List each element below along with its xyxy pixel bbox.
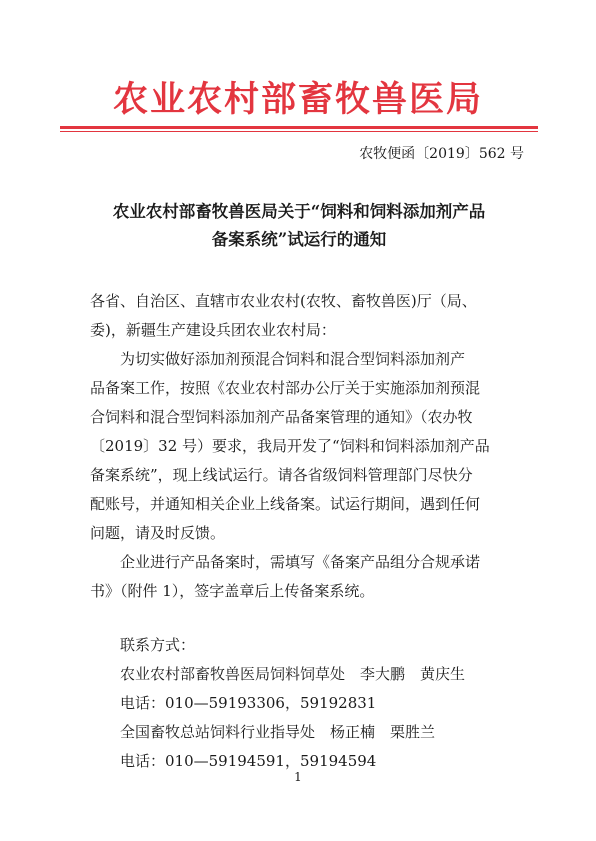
contact-phone-2: 电话：010—59194591，59194594 bbox=[120, 752, 377, 770]
masthead-title: 农业农村部畜牧兽医局 bbox=[112, 79, 483, 120]
red-divider-thick bbox=[60, 126, 538, 129]
document-number: 农牧便函〔2019〕562 号 bbox=[359, 146, 524, 162]
notice-title-line-2: 备案系统”试运行的通知 bbox=[211, 230, 387, 249]
contact-phone-1: 电话：010—59193306，59192831 bbox=[120, 694, 377, 712]
page-number: 1 bbox=[294, 770, 302, 784]
paragraph-1-line-6: 配账号，并通知相关企业上线备案。试运行期间，遇到任何 bbox=[90, 495, 481, 513]
paragraph-1-line-2: 品备案工作，按照《农业农村部办公厅关于实施添加剂预混 bbox=[90, 379, 481, 397]
paragraph-1-line-7: 问题，请及时反馈。 bbox=[90, 524, 226, 542]
paragraph-2-line-2: 书》（附件 1），签字盖章后上传备案系统。 bbox=[90, 582, 375, 600]
salutation-line-1: 各省、自治区、直辖市农业农村(农牧、畜牧兽医)厅（局、 bbox=[90, 292, 477, 310]
paragraph-1-line-3: 合饲料和混合型饲料添加剂产品备案管理的通知》（农办牧 bbox=[90, 408, 473, 426]
contacts-heading: 联系方式： bbox=[120, 636, 196, 654]
notice-title bbox=[60, 198, 538, 254]
paragraph-2-line-1: 企业进行产品备案时，需填写《备案产品组分合规承诺 bbox=[120, 553, 481, 571]
notice-title-line-1: 农业农村部畜牧兽医局关于“饲料和饲料添加剂产品 bbox=[112, 202, 486, 221]
contact-org-1: 农业农村部畜牧兽医局饲料饲草处 李大鹏 黄庆生 bbox=[120, 665, 466, 683]
salutation-line-2: 委)，新疆生产建设兵团农业农村局： bbox=[90, 321, 336, 339]
paragraph-1-line-1: 为切实做好添加剂预混合饲料和混合型饲料添加剂产 bbox=[120, 350, 466, 368]
contact-org-2: 全国畜牧总站饲料行业指导处 杨正楠 栗胜兰 bbox=[120, 723, 436, 741]
red-divider-thin bbox=[60, 131, 538, 132]
paragraph-1-line-5: 备案系统”，现上线试运行。请各省级饲料管理部门尽快分 bbox=[90, 466, 473, 484]
paragraph-1-line-4: 〔2019〕32 号）要求，我局开发了“饲料和饲料添加剂产品 bbox=[90, 437, 490, 455]
